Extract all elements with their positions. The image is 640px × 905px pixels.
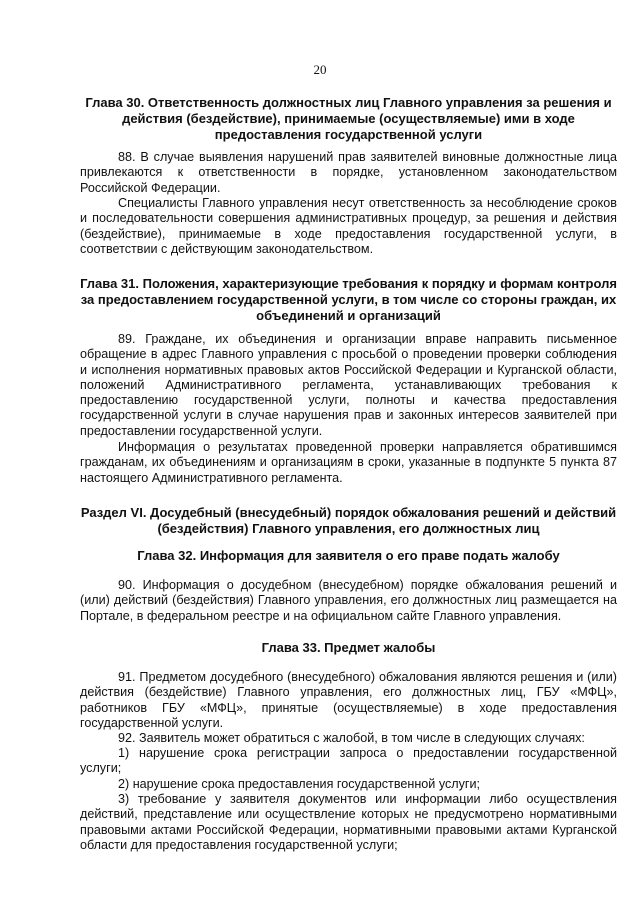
- list-item-1: 1) нарушение срока регистрации запроса о предоставлении государственной услуги;: [80, 746, 617, 776]
- paragraph-88-continued: Специалисты Главного управления несут ответственность за несоблюдение сроков и последовательности совершения административных процедур, за решения и действия (бездействие), принимаемые в ходе предоставления государственной услуги, в соответствии с действующим законодательством.: [80, 196, 617, 256]
- paragraph-88: 88. В случае выявления нарушений прав заявителей виновные должностные лица привлекаются к ответственности в порядке, установленном законодательством Российской Федерации.: [80, 150, 617, 195]
- paragraph-92: 92. Заявитель может обратиться с жалобой, в том числе в следующих случаях:: [118, 731, 585, 745]
- paragraph-89: 89. Граждане, их объединения и организации вправе направить письменное обращение в адрес Главного управления с просьбой о проведении проверки соблюдения и исполнения нормативных правовых актов Российской Федерации и Курганской области, положений Административного регламента, устанавливающих требования к предоставлению государственной услуги, полноты и качества предоставления государственной услуги в случае нарушения прав и законных интересов заявителей при предоставлении государственной услуги.: [80, 332, 617, 438]
- list-item-2: 2) нарушение срока предоставления государственной услуги;: [118, 777, 481, 791]
- paragraph-89-continued: Информация о результатах проведенной проверки направляется обратившимся гражданам, их объединениям и организациям в сроки, указанные в подпункте 5 пункта 87 настоящего Административного регламента.: [80, 440, 617, 485]
- chapter-33-heading: Глава 33. Предмет жалобы: [261, 640, 436, 655]
- paragraph-91: 91. Предметом досудебного (внесудебного) обжалования являются решения и (или) действия (бездействие) Главного управления, его должностных лиц, ГБУ «МФЦ», работников ГБУ «МФЦ», принятые (осуществляемые) в ходе предоставления государственной услуги.: [80, 670, 617, 730]
- page-number: 20: [313, 62, 327, 77]
- section-6-heading: Раздел VI. Досудебный (внесудебный) порядок обжалования решений и действий (бездействия) Главного управления, его должностных лиц: [80, 505, 617, 536]
- list-item-3: 3) требование у заявителя документов или информации либо осуществления действий, представление или осуществление которых не предусмотрено нормативными правовыми актами Российской Федерации, нормативными правовыми актами Курганской области для предоставления государственной услуги;: [80, 792, 617, 852]
- chapter-30-heading: Глава 30. Ответственность должностных лиц Главного управления за решения и действия (бездействие), принимаемые (осуществляемые) ими в ходе предоставления государственной услуги: [85, 95, 612, 142]
- chapter-32-heading: Глава 32. Информация для заявителя о его праве подать жалобу: [137, 548, 560, 563]
- paragraph-90: 90. Информация о досудебном (внесудебном) порядке обжалования решений и (или) действий (бездействия) Главного управления, его должностных лиц размещается на Портале, в федеральном реестре и на официальном сайте Главного управления.: [80, 578, 617, 623]
- chapter-31-heading: Глава 31. Положения, характеризующие требования к порядку и формам контроля за предоставлением государственной услуги, в том числе со стороны граждан, их объединений и организаций: [80, 276, 617, 323]
